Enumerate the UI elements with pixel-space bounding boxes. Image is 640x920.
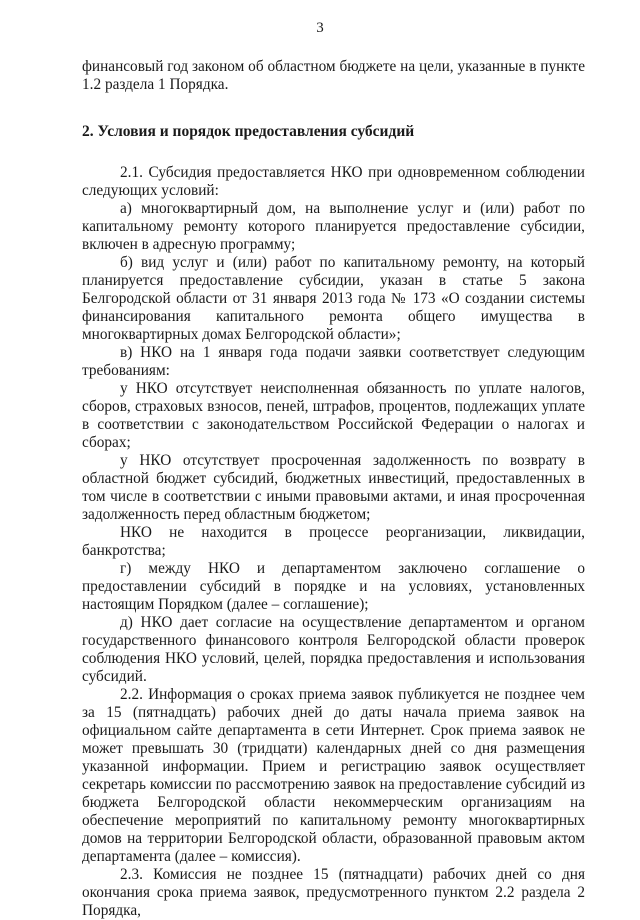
page-number: 3 bbox=[316, 20, 324, 36]
paragraph-b: б) вид услуг и (или) работ по капитальному ремонту, на который планируется предоставление субсидии, указан в статье 5 закона Белгородской области от 31 января 2013 года № 173 «О создании системы финансирования капитального ремонта общего имущества в многоквартирных домах Белгородской области»; bbox=[82, 254, 585, 343]
paragraph-2-1: 2.1. Субсидия предоставляется НКО при одновременном соблюдении следующих условий: bbox=[82, 164, 585, 199]
paragraph-v: в) НКО на 1 января года подачи заявки соответствует следующим требованиям: bbox=[82, 344, 585, 379]
section-heading: 2. Условия и порядок предоставления субсидий bbox=[82, 123, 415, 140]
paragraph-a: а) многоквартирный дом, на выполнение услуг и (или) работ по капитальному ремонту которого планируется предоставление субсидии, включен в адресную программу; bbox=[82, 200, 585, 253]
intro-paragraph: финансовый год законом об областном бюджете на цели, указанные в пункте 1.2 раздела 1 Порядка. bbox=[82, 58, 585, 93]
paragraph-tax: у НКО отсутствует неисполненная обязанность по уплате налогов, сборов, страховых взносов, пеней, штрафов, процентов, подлежащих уплате в соответствии с законодательством Российской Федерации о налогах и сборах; bbox=[82, 380, 585, 451]
paragraph-d: д) НКО дает согласие на осуществление департаментом и органом государственного финансового контроля Белгородской области проверок соблюдения НКО условий, целей, порядка предоставления и использования субсидий. bbox=[82, 614, 585, 685]
paragraph-2-3: 2.3. Комиссия не позднее 15 (пятнадцати) рабочих дней со дня окончания срока приема заявок, предусмотренного пунктом 2.2 раздела 2 Порядка, bbox=[82, 866, 585, 919]
paragraph-debt: у НКО отсутствует просроченная задолженность по возврату в областной бюджет субсидий, бюджетных инвестиций, предоставленных в том числе в соответствии с иными правовыми актами, и иная просроченная задолженность перед областным бюджетом; bbox=[82, 452, 585, 523]
paragraph-g: г) между НКО и департаментом заключено соглашение о предоставлении субсидий в порядке и на условиях, установленных настоящим Порядком (далее – соглашение); bbox=[82, 560, 585, 613]
document-body bbox=[82, 58, 585, 920]
paragraph-2-2: 2.2. Информация о сроках приема заявок публикуется не позднее чем за 15 (пятнадцать) рабочих дней до даты начала приема заявок на официальном сайте департамента в сети Интернет. Срок приема заявок не может превышать 30 (тридцати) календарных дней со дня размещения указанной информации. Прием и регистрацию заявок осуществляет секретарь комиссии по рассмотрению заявок на предоставление субсидий из бюджета Белгородской области некоммерческим организациям на обеспечение мероприятий по капитальному ремонту многоквартирных домов на территории Белгородской области, образованной правовым актом департамента (далее – комиссия). bbox=[82, 686, 585, 865]
paragraph-reorg: НКО не находится в процессе реорганизации, ликвидации, банкротства; bbox=[82, 524, 585, 559]
